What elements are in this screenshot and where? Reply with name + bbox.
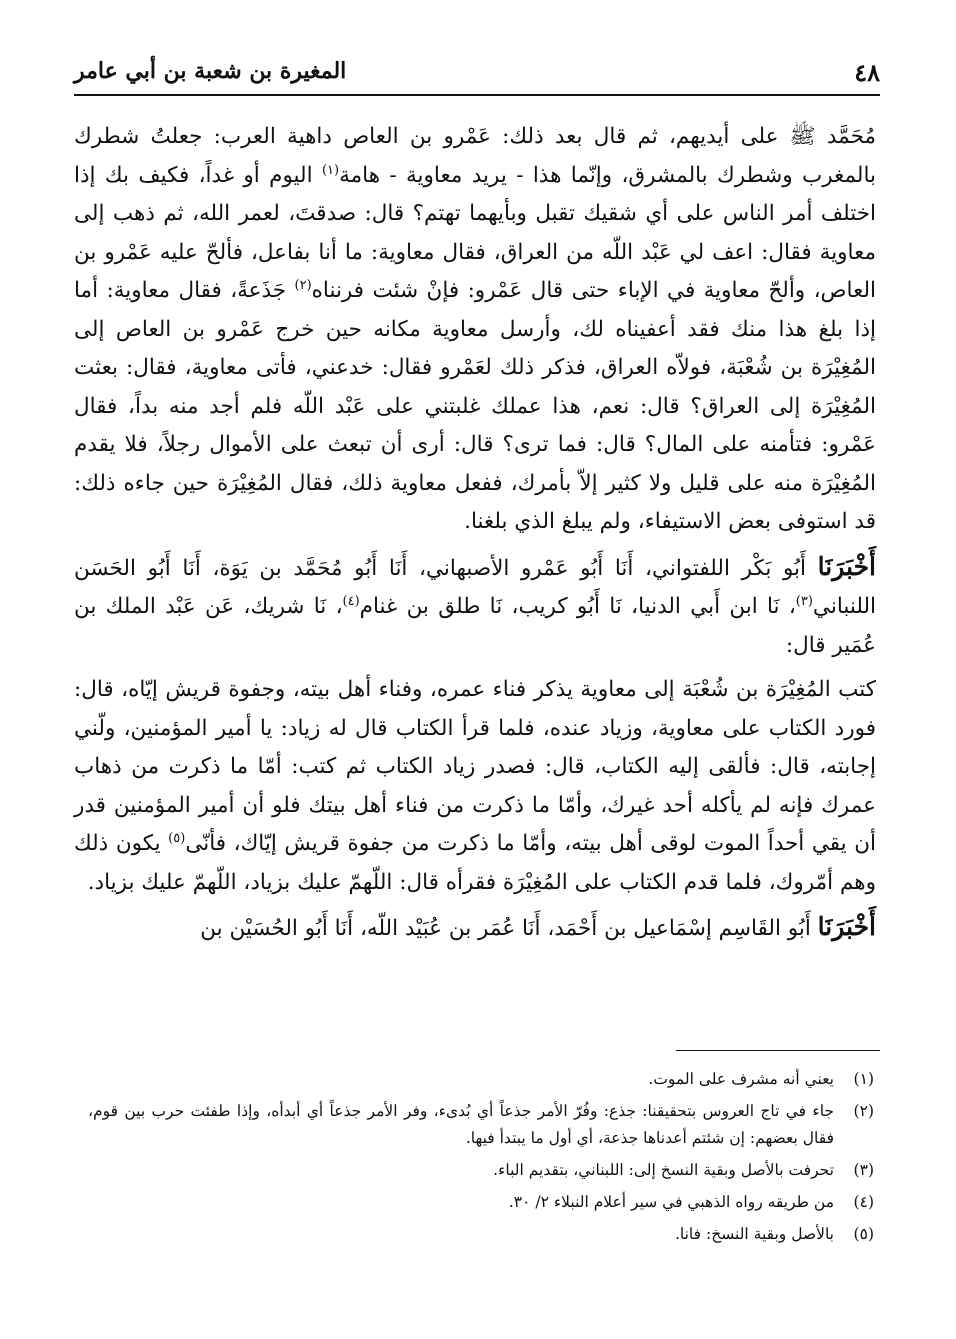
text-run: ، نَا شريك، عَن عَبْد الملك بن عُمَير قال: xyxy=(74,594,876,658)
paragraph xyxy=(74,118,876,542)
footnote xyxy=(88,1098,874,1152)
running-title: المغيرة بن شعبة بن أبي عامر xyxy=(74,58,347,84)
page-number: ٤٨ xyxy=(854,58,880,87)
paragraph xyxy=(74,548,876,666)
footnote-text: من طريقه رواه الذهبي في سير أعلام النبلاء ٢/ ٣٠. xyxy=(508,1193,834,1211)
text-run: اليوم أو غداً، فكيف بك إذا اختلف أمر الناس على أي شقيك تقبل وبأيهما تهتم؟ قال: صدقتَ، لعمر الله، ثم ذهب إلى معاوية فقال: اعف لي عَبْد اللّه من العراق، فقال معاوية: ما أنا بفاعل، فألحّ عليه عَمْرو بن العاص، وألحّ معاوية في الإباء حتى قال عَمْرو: فإنْ شئت فرنناه xyxy=(74,162,876,303)
footnote-ref: (٢) xyxy=(294,277,312,293)
page-header xyxy=(74,50,880,96)
footnote-ref: (٤) xyxy=(342,593,360,609)
footnote-number: (٣) xyxy=(853,1161,874,1179)
footnote-ref: (١) xyxy=(321,162,340,178)
keyword-akhbarana: أَخْبَرَنَا xyxy=(817,912,876,941)
footnote xyxy=(88,1066,874,1093)
text-run: كتب المُغِيْرَة بن شُعْبَة إلى معاوية يذكر فناء عمره، وفناء أهل بيته، وجفوة قريش إيّاه، قال: فورد الكتاب على معاوية، وزياد عنده، فلما قرأ الكتاب قال له زياد: يا أمير المؤمنين، ولّني إجابته، قال: فألقى إليه الكتاب، قال: فصدر زياد الكتاب ثم كتب: أمّا ما ذكرت من ذهاب عمرك فإنه لم يأكله أحد غيرك، وأمّا ما ذكرت من فناء أهل بيتك فلو أن أمير المؤمنين قدر أن يقي أحداً الموت لوقى أهل بيته، وأمّا ما ذكرت من جفوة قريش إيّاك، فأنّى xyxy=(74,677,876,856)
footnote-text: بالأصل وبقية النسخ: فانا. xyxy=(674,1225,834,1243)
footnote-number: (٢) xyxy=(853,1102,874,1120)
main-text xyxy=(74,118,876,949)
footnote-text: تحرفت بالأصل وبقية النسخ إلى: اللبناني، بتقديم الباء. xyxy=(493,1161,834,1179)
text-run: أَبُو بَكْر اللفتواني، أَنَا أَبُو عَمْرو الأصبهاني، أَنَا أَبُو مُحَمَّد بن يَوَة، أَنَا أَبُو الحَسَن اللنباني xyxy=(74,555,876,619)
footnote-divider xyxy=(676,1050,880,1051)
paragraph xyxy=(74,671,876,902)
footnote-number: (٥) xyxy=(853,1225,874,1243)
text-run: ، نَا ابن أَبي الدنيا، نَا أَبُو كريب، نَا طلق بن غنام xyxy=(359,594,796,619)
footnote-text: يعني أنه مشرف على الموت. xyxy=(648,1070,834,1088)
footnote-number: (٤) xyxy=(853,1193,874,1211)
text-run: يكون ذلك وهم أمّروك، فلما قدم الكتاب على المُغِيْرَة فقرأه قال: اللّهمّ عليك بزياد، اللّهمّ عليك بزياد. xyxy=(74,831,876,895)
footnote xyxy=(88,1221,874,1248)
paragraph xyxy=(74,908,876,949)
footnote xyxy=(88,1157,874,1184)
text-run: أَبُو القَاسِم إسْمَاعيل بن أَحْمَد، أَنَا عُمَر بن عُبَيْد اللّه، أَنَا أَبُو الحُسَيْن بن xyxy=(200,916,818,941)
text-run: جَذَعةً، فقال معاوية: أما إذا بلغ هذا منك فقد أعفيناه لك، وأرسل معاوية مكانه حين خرج عَمْرو بن العاص إلى المُغِيْرَة بن شُعْبَة، فولاّه العراق، فذكر ذلك لعَمْرو فقال: خدعني، فأتى معاوية، فقال: بعثت المُغِيْرَة إلى العراق؟ قال: نعم، هذا عملك غلبتني على عَبْد اللّه فلم أجد منه بداً، فقال عَمْرو: فتأمنه على المال؟ قال: فما ترى؟ قال: أرى أن تبعث على الأموال رجلاً، فلا يقدم المُغِيْرَة منه على قليل ولا كثير إلاّ بأمرك، ففعل معاوية ذلك، فقال المُغِيْرَة حين جاءه ذلك: قد استوفى بعض الاستيفاء، ولم يبلغ الذي بلغنا. xyxy=(74,278,877,534)
footnote-text: جاء في تاج العروس بتحقيقنا: جذع: وفُرّ الأمر جذعاً أي بُدىء، وفر الأمر جذعاً أي أبدأه، وإذا طفئت حرب بين قوم، فقال بعضهم: إن شئتم أعدناها جذعة، أي أول ما يبتدأ فيها. xyxy=(88,1102,834,1147)
footnote-number: (١) xyxy=(853,1070,874,1088)
footnote-ref: (٣) xyxy=(795,593,813,609)
keyword-akhbarana: أَخْبَرَنَا xyxy=(817,551,876,581)
footnote xyxy=(88,1189,874,1216)
footnotes xyxy=(88,1066,874,1248)
footnote-ref: (٥) xyxy=(168,830,186,846)
text-run: مُحَمَّد ﷺ على أيديهم، ثم قال بعد ذلك: عَمْرو بن العاص داهية العرب: جعلتُ شطرك بالمغرب وشطرك بالمشرق، وإنّما هذا - يريد معاوية - هامة xyxy=(74,124,876,188)
